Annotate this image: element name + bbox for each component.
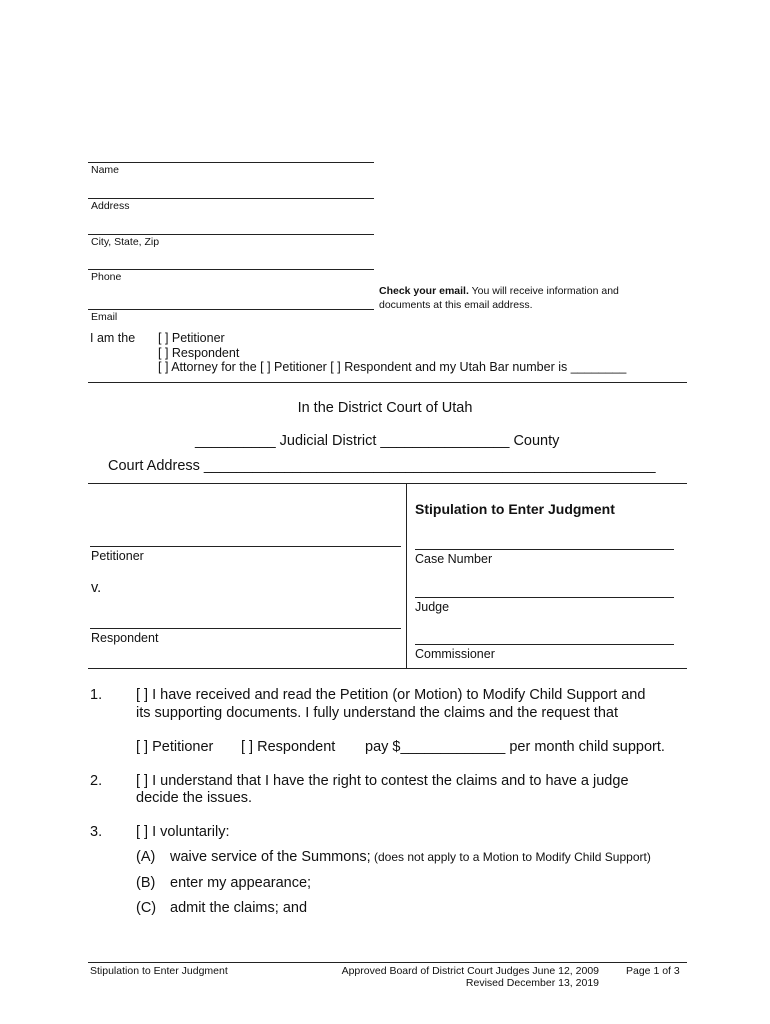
address-field-line[interactable] bbox=[88, 198, 374, 199]
item-2-text-2: decide the issues. bbox=[136, 790, 253, 806]
email-note-line2: documents at this email address. bbox=[379, 299, 533, 311]
name-label: Name bbox=[91, 164, 120, 176]
document-title: Stipulation to Enter Judgment bbox=[415, 501, 615, 517]
name-field-line[interactable] bbox=[88, 162, 374, 163]
footer-approved: Approved Board of District Court Judges June 12, 2009 bbox=[341, 965, 599, 977]
caption-bottom-border bbox=[88, 668, 687, 669]
footer-approval bbox=[300, 965, 599, 989]
footer-revised: Revised December 13, 2019 bbox=[465, 977, 599, 989]
role-attorney-checkbox[interactable]: [ ] Attorney for the [ ] Petitioner [ ] Respondent and my Utah Bar number is ________ bbox=[158, 360, 627, 374]
respondent-label: Respondent bbox=[91, 631, 159, 645]
address-label: Address bbox=[91, 200, 130, 212]
email-label: Email bbox=[91, 311, 118, 323]
petitioner-line[interactable] bbox=[90, 546, 401, 547]
city-field-line[interactable] bbox=[88, 234, 374, 235]
email-note-bold: Check your email. bbox=[379, 285, 469, 297]
commissioner-label: Commissioner bbox=[415, 647, 495, 661]
role-label: I am the bbox=[90, 331, 136, 345]
judge-line[interactable] bbox=[415, 597, 674, 598]
judge-label: Judge bbox=[415, 600, 450, 614]
role-petitioner-checkbox[interactable]: [ ] Petitioner bbox=[158, 331, 225, 345]
item-2-text[interactable]: [ ] I understand that I have the right to contest the claims and to have a judge bbox=[136, 773, 629, 789]
case-number-label: Case Number bbox=[415, 552, 493, 566]
phone-field-line[interactable] bbox=[88, 269, 374, 270]
item-3c-label: (C) bbox=[136, 900, 157, 916]
item-3-number: 3. bbox=[90, 824, 103, 840]
item-1-text-2: its supporting documents. I fully understand the claims and the request that bbox=[136, 705, 618, 721]
district-line: __________ Judicial District ________________ County bbox=[195, 433, 560, 449]
case-number-line[interactable] bbox=[415, 549, 674, 550]
item-3a-text bbox=[170, 849, 651, 865]
item-1-pay-amount[interactable]: pay $_____________ per month child support. bbox=[365, 739, 665, 755]
petitioner-label: Petitioner bbox=[91, 549, 144, 563]
item-1-number: 1. bbox=[90, 687, 103, 703]
email-note-rest: You will receive information and bbox=[468, 285, 619, 297]
footer-divider bbox=[88, 962, 687, 963]
item-3-text[interactable]: [ ] I voluntarily: bbox=[136, 824, 230, 840]
caption-divider bbox=[406, 483, 407, 668]
item-1-text[interactable]: [ ] I have received and read the Petition (or Motion) to Modify Child Support and bbox=[136, 687, 646, 703]
email-note bbox=[379, 284, 619, 312]
respondent-line[interactable] bbox=[90, 628, 401, 629]
phone-label: Phone bbox=[91, 271, 122, 283]
email-field-line[interactable] bbox=[88, 309, 374, 310]
item-3a-label: (A) bbox=[136, 849, 156, 865]
court-title: In the District Court of Utah bbox=[297, 400, 473, 416]
versus: v. bbox=[91, 580, 102, 596]
item-3a-main: waive service of the Summons; bbox=[170, 849, 371, 865]
item-2-number: 2. bbox=[90, 773, 103, 789]
item-3a-note: (does not apply to a Motion to Modify Child Support) bbox=[370, 850, 651, 864]
caption-top-border bbox=[88, 483, 687, 484]
page-number: Page 1 of 3 bbox=[626, 965, 680, 977]
footer-title: Stipulation to Enter Judgment bbox=[90, 965, 228, 977]
item-1-respondent-checkbox[interactable]: [ ] Respondent bbox=[241, 739, 336, 755]
role-respondent-checkbox[interactable]: [ ] Respondent bbox=[158, 346, 240, 360]
item-3b-text: enter my appearance; bbox=[170, 875, 312, 891]
city-label: City, State, Zip bbox=[91, 236, 160, 248]
header-divider bbox=[88, 382, 687, 383]
item-3c-text: admit the claims; and bbox=[170, 900, 308, 916]
court-address-line: Court Address ________________________________________________________ bbox=[108, 458, 656, 474]
item-1-petitioner-checkbox[interactable]: [ ] Petitioner bbox=[136, 739, 214, 755]
item-3b-label: (B) bbox=[136, 875, 156, 891]
commissioner-line[interactable] bbox=[415, 644, 674, 645]
